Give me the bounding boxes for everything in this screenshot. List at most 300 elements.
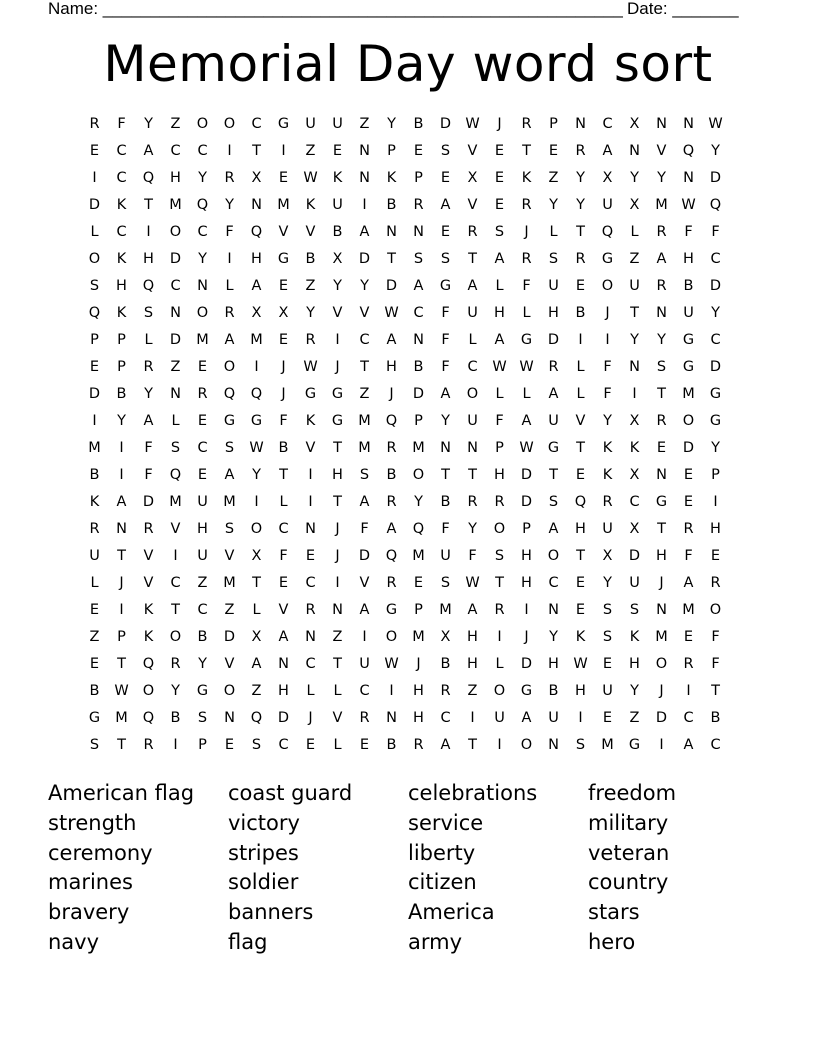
grid-letter: O	[493, 683, 506, 699]
grid-letter: R	[89, 521, 100, 537]
grid-letter: I	[362, 629, 367, 645]
grid-row	[81, 273, 741, 300]
grid-letter: M	[601, 737, 614, 753]
grid-letter: S	[548, 494, 559, 510]
grid-letter: V	[359, 305, 370, 321]
grid-letter: O	[601, 278, 614, 294]
grid-letter: B	[683, 278, 694, 294]
grid-letter: Q	[601, 224, 614, 240]
grid-letter: E	[602, 656, 613, 672]
grid-letter: L	[468, 332, 477, 348]
word-bank-item: country	[588, 870, 669, 895]
grid-letter: T	[171, 602, 180, 618]
grid-letter: Q	[223, 386, 236, 402]
grid-letter: R	[494, 602, 505, 618]
grid-letter: O	[169, 224, 182, 240]
grid-letter: W	[465, 575, 480, 591]
grid-letter: G	[331, 413, 344, 429]
grid-letter: F	[711, 656, 720, 672]
grid-letter: I	[173, 548, 178, 564]
grid-letter: F	[468, 548, 477, 564]
grid-letter: D	[520, 467, 533, 483]
grid-letter: A	[548, 386, 559, 402]
grid-letter: T	[117, 656, 126, 672]
grid-letter: H	[116, 278, 127, 294]
grid-letter: Y	[225, 197, 234, 213]
grid-letter: K	[629, 629, 640, 645]
grid-letter: K	[602, 467, 613, 483]
grid-letter: B	[89, 683, 100, 699]
word-bank-item: liberty	[408, 840, 476, 865]
grid-letter: I	[119, 440, 124, 456]
grid-row	[81, 705, 741, 732]
grid-letter: D	[358, 548, 371, 564]
grid-letter: C	[710, 332, 721, 348]
grid-letter: A	[386, 521, 397, 537]
grid-letter: Y	[144, 386, 153, 402]
grid-letter: X	[629, 197, 640, 213]
word-bank-item: strength	[48, 810, 137, 835]
grid-letter: N	[170, 386, 181, 402]
grid-letter: O	[196, 116, 209, 132]
grid-letter: A	[467, 278, 478, 294]
grid-letter: K	[521, 170, 532, 186]
grid-letter: D	[223, 629, 236, 645]
grid-letter: M	[169, 197, 182, 213]
grid-letter: E	[413, 143, 424, 159]
grid-letter: M	[223, 494, 236, 510]
grid-letter: S	[494, 548, 505, 564]
grid-letter: K	[332, 170, 343, 186]
grid-letter: Y	[306, 305, 315, 321]
grid-letter: E	[224, 737, 235, 753]
grid-letter: E	[197, 467, 208, 483]
grid-letter: E	[494, 170, 505, 186]
grid-letter: O	[412, 467, 425, 483]
grid-letter: J	[659, 575, 664, 591]
grid-letter: R	[521, 251, 532, 267]
grid-letter: O	[88, 251, 101, 267]
grid-letter: Y	[711, 143, 720, 159]
grid-letter: T	[441, 467, 450, 483]
grid-letter: Q	[574, 494, 587, 510]
grid-letter: V	[467, 197, 478, 213]
grid-letter: S	[494, 224, 505, 240]
grid-letter: E	[575, 602, 586, 618]
grid-letter: F	[441, 359, 450, 375]
grid-letter: L	[333, 683, 342, 699]
grid-letter: A	[224, 467, 235, 483]
grid-letter: F	[279, 548, 288, 564]
grid-letter: I	[497, 629, 502, 645]
grid-letter: R	[305, 602, 316, 618]
grid-letter: F	[711, 629, 720, 645]
grid-letter: W	[492, 359, 507, 375]
grid-letter: V	[278, 602, 289, 618]
grid-letter: T	[522, 143, 531, 159]
grid-letter: F	[711, 224, 720, 240]
grid-letter: I	[335, 575, 340, 591]
grid-letter: C	[629, 494, 640, 510]
grid-letter: W	[114, 683, 129, 699]
grid-letter: F	[441, 332, 450, 348]
grid-letter: M	[412, 548, 425, 564]
grid-letter: Q	[142, 278, 155, 294]
grid-letter: Z	[629, 710, 640, 726]
grid-letter: P	[198, 737, 207, 753]
grid-letter: L	[252, 602, 261, 618]
grid-letter: B	[170, 710, 181, 726]
grid-letter: P	[90, 332, 99, 348]
grid-letter: D	[277, 710, 290, 726]
grid-letter: A	[224, 332, 235, 348]
grid-letter: J	[659, 683, 664, 699]
grid-letter: U	[548, 413, 559, 429]
grid-letter: A	[251, 656, 262, 672]
grid-letter: C	[305, 656, 316, 672]
grid-letter: Z	[467, 683, 478, 699]
grid-letter: I	[308, 494, 313, 510]
grid-letter: L	[225, 278, 234, 294]
grid-letter: H	[143, 251, 154, 267]
grid-letter: J	[389, 386, 394, 402]
grid-letter: R	[575, 143, 586, 159]
grid-letter: F	[603, 359, 612, 375]
grid-letter: D	[520, 494, 533, 510]
grid-letter: X	[602, 548, 613, 564]
grid-letter: P	[495, 440, 504, 456]
grid-letter: E	[548, 143, 559, 159]
grid-letter: K	[116, 197, 127, 213]
grid-letter: R	[656, 278, 667, 294]
grid-letter: J	[281, 386, 286, 402]
grid-letter: A	[602, 143, 613, 159]
grid-letter: L	[144, 332, 153, 348]
header-row	[48, 0, 748, 22]
grid-letter: O	[250, 521, 263, 537]
grid-letter: E	[278, 170, 289, 186]
grid-letter: U	[440, 548, 451, 564]
grid-letter: R	[386, 494, 397, 510]
grid-letter: Q	[385, 413, 398, 429]
grid-letter: Z	[89, 629, 100, 645]
grid-letter: H	[467, 656, 478, 672]
grid-letter: Q	[682, 143, 695, 159]
grid-row	[81, 327, 741, 354]
grid-letter: O	[547, 548, 560, 564]
grid-letter: E	[197, 359, 208, 375]
grid-letter: P	[414, 413, 423, 429]
grid-letter: R	[710, 575, 721, 591]
grid-letter: S	[89, 737, 100, 753]
grid-letter: Y	[657, 332, 666, 348]
grid-letter: M	[682, 386, 695, 402]
grid-letter: R	[413, 737, 424, 753]
grid-letter: X	[332, 251, 343, 267]
grid-letter: E	[359, 737, 370, 753]
grid-letter: S	[413, 251, 424, 267]
grid-letter: D	[520, 656, 533, 672]
grid-letter: Y	[657, 170, 666, 186]
grid-letter: L	[171, 413, 180, 429]
word-bank-item: victory	[228, 810, 300, 835]
grid-letter: F	[360, 521, 369, 537]
grid-letter: O	[655, 656, 668, 672]
grid-letter: R	[224, 170, 235, 186]
grid-letter: X	[440, 629, 451, 645]
grid-letter: R	[143, 359, 154, 375]
grid-letter: E	[332, 143, 343, 159]
grid-letter: F	[144, 467, 153, 483]
grid-letter: C	[359, 683, 370, 699]
grid-letter: O	[385, 629, 398, 645]
grid-letter: L	[630, 224, 639, 240]
grid-letter: A	[548, 521, 559, 537]
grid-letter: R	[467, 224, 478, 240]
grid-letter: O	[142, 683, 155, 699]
grid-letter: Q	[169, 467, 182, 483]
grid-letter: Q	[88, 305, 101, 321]
grid-letter: R	[575, 251, 586, 267]
grid-letter: E	[494, 143, 505, 159]
grid-letter: C	[278, 521, 289, 537]
grid-letter: M	[655, 629, 668, 645]
grid-letter: K	[305, 413, 316, 429]
grid-letter: H	[332, 467, 343, 483]
grid-letter: Y	[630, 170, 639, 186]
grid-letter: D	[709, 359, 722, 375]
grid-letter: H	[575, 521, 586, 537]
grid-letter: Q	[412, 521, 425, 537]
grid-letter: C	[170, 143, 181, 159]
grid-letter: W	[519, 359, 534, 375]
grid-letter: Y	[198, 251, 207, 267]
grid-letter: Q	[250, 386, 263, 402]
grid-row	[81, 489, 741, 516]
grid-letter: E	[683, 494, 694, 510]
grid-letter: X	[602, 170, 613, 186]
grid-letter: V	[575, 413, 586, 429]
grid-letter: T	[657, 386, 666, 402]
grid-letter: C	[116, 170, 127, 186]
grid-letter: K	[602, 440, 613, 456]
grid-letter: X	[251, 548, 262, 564]
grid-letter: K	[143, 602, 154, 618]
grid-letter: J	[497, 116, 502, 132]
grid-letter: P	[117, 359, 126, 375]
grid-letter: J	[335, 521, 340, 537]
grid-letter: M	[412, 440, 425, 456]
grid-letter: I	[227, 143, 232, 159]
grid-letter: G	[277, 251, 290, 267]
word-bank-item: marines	[48, 870, 133, 895]
word-bank-item: freedom	[588, 781, 677, 805]
grid-letter: O	[466, 386, 479, 402]
grid-letter: U	[629, 278, 640, 294]
grid-letter: D	[412, 386, 425, 402]
grid-letter: U	[548, 710, 559, 726]
grid-letter: N	[386, 224, 397, 240]
grid-letter: V	[224, 548, 235, 564]
grid-letter: K	[116, 251, 127, 267]
grid-letter: E	[683, 467, 694, 483]
grid-letter: J	[281, 359, 286, 375]
grid-letter: R	[359, 710, 370, 726]
grid-letter: S	[440, 251, 451, 267]
grid-letter: A	[116, 494, 127, 510]
grid-letter: H	[494, 305, 505, 321]
grid-letter: E	[710, 548, 721, 564]
date-field[interactable]: Date: _______	[627, 0, 739, 18]
grid-letter: C	[413, 305, 424, 321]
grid-letter: E	[305, 737, 316, 753]
word-bank-item: flag	[228, 929, 268, 954]
grid-row	[81, 354, 741, 381]
name-field[interactable]: Name: _______________________________________________________	[48, 0, 623, 18]
grid-letter: A	[683, 575, 694, 591]
grid-letter: O	[223, 683, 236, 699]
grid-letter: S	[548, 251, 559, 267]
grid-letter: M	[169, 494, 182, 510]
grid-letter: A	[440, 197, 451, 213]
grid-letter: P	[549, 116, 558, 132]
grid-letter: C	[197, 224, 208, 240]
grid-letter: Q	[709, 197, 722, 213]
grid-letter: O	[493, 521, 506, 537]
grid-letter: F	[603, 386, 612, 402]
grid-row	[81, 516, 741, 543]
grid-letter: J	[524, 224, 529, 240]
grid-letter: E	[575, 278, 586, 294]
grid-letter: K	[386, 170, 397, 186]
grid-letter: I	[578, 332, 583, 348]
grid-letter: C	[305, 575, 316, 591]
grid-letter: L	[522, 386, 531, 402]
grid-row	[81, 408, 741, 435]
grid-letter: R	[602, 494, 613, 510]
grid-letter: H	[575, 683, 586, 699]
grid-letter: W	[303, 170, 318, 186]
grid-letter: Y	[630, 332, 639, 348]
grid-letter: G	[439, 278, 452, 294]
grid-letter: O	[169, 629, 182, 645]
grid-letter: I	[308, 467, 313, 483]
grid-letter: I	[173, 737, 178, 753]
grid-letter: U	[602, 197, 613, 213]
grid-letter: G	[601, 251, 614, 267]
grid-letter: N	[629, 359, 640, 375]
grid-letter: N	[359, 143, 370, 159]
grid-letter: G	[277, 116, 290, 132]
grid-row	[81, 651, 741, 678]
grid-row	[81, 246, 741, 273]
grid-letter: N	[683, 170, 694, 186]
grid-letter: V	[332, 710, 343, 726]
grid-letter: K	[575, 629, 586, 645]
grid-letter: R	[224, 305, 235, 321]
grid-letter: C	[197, 143, 208, 159]
grid-letter: I	[281, 143, 286, 159]
grid-letter: M	[250, 332, 263, 348]
grid-letter: U	[683, 305, 694, 321]
grid-letter: L	[576, 386, 585, 402]
grid-letter: K	[143, 629, 154, 645]
grid-letter: A	[440, 737, 451, 753]
grid-letter: U	[89, 548, 100, 564]
grid-letter: T	[549, 467, 558, 483]
grid-letter: E	[89, 143, 100, 159]
grid-letter: W	[249, 440, 264, 456]
grid-letter: G	[547, 440, 560, 456]
word-bank-item: military	[588, 810, 669, 835]
grid-letter: R	[197, 386, 208, 402]
grid-letter: E	[575, 467, 586, 483]
grid-letter: T	[576, 440, 585, 456]
grid-letter: M	[277, 197, 290, 213]
grid-letter: M	[358, 413, 371, 429]
grid-letter: Y	[630, 683, 639, 699]
grid-letter: T	[468, 737, 477, 753]
grid-letter: I	[335, 332, 340, 348]
grid-letter: C	[170, 575, 181, 591]
grid-letter: T	[387, 251, 396, 267]
grid-letter: G	[520, 332, 533, 348]
grid-row	[81, 381, 741, 408]
grid-letter: R	[143, 521, 154, 537]
grid-letter: M	[196, 332, 209, 348]
grid-letter: W	[681, 197, 696, 213]
grid-letter: I	[632, 386, 637, 402]
grid-letter: Y	[711, 305, 720, 321]
grid-letter: U	[359, 656, 370, 672]
grid-letter: X	[467, 170, 478, 186]
grid-letter: W	[384, 656, 399, 672]
grid-letter: G	[682, 332, 695, 348]
grid-letter: Z	[359, 116, 370, 132]
grid-letter: N	[251, 197, 262, 213]
grid-letter: R	[656, 224, 667, 240]
grid-letter: B	[710, 710, 721, 726]
grid-letter: A	[359, 602, 370, 618]
grid-letter: Y	[198, 656, 207, 672]
grid-letter: R	[548, 359, 559, 375]
grid-letter: I	[659, 737, 664, 753]
grid-letter: H	[413, 710, 424, 726]
grid-letter: G	[520, 683, 533, 699]
grid-letter: C	[116, 224, 127, 240]
grid-letter: B	[332, 224, 343, 240]
grid-letter: G	[331, 386, 344, 402]
grid-letter: T	[657, 521, 666, 537]
grid-letter: G	[655, 494, 668, 510]
grid-letter: F	[522, 278, 531, 294]
grid-letter: Y	[549, 197, 558, 213]
grid-letter: I	[254, 494, 259, 510]
grid-letter: N	[116, 521, 127, 537]
grid-letter: C	[197, 602, 208, 618]
grid-letter: I	[524, 602, 529, 618]
grid-letter: N	[305, 521, 316, 537]
grid-letter: N	[386, 710, 397, 726]
grid-letter: C	[116, 143, 127, 159]
grid-letter: Y	[414, 494, 423, 510]
grid-letter: L	[495, 656, 504, 672]
grid-letter: S	[602, 602, 613, 618]
grid-letter: X	[251, 629, 262, 645]
grid-letter: R	[521, 197, 532, 213]
grid-letter: T	[576, 548, 585, 564]
grid-letter: U	[305, 116, 316, 132]
